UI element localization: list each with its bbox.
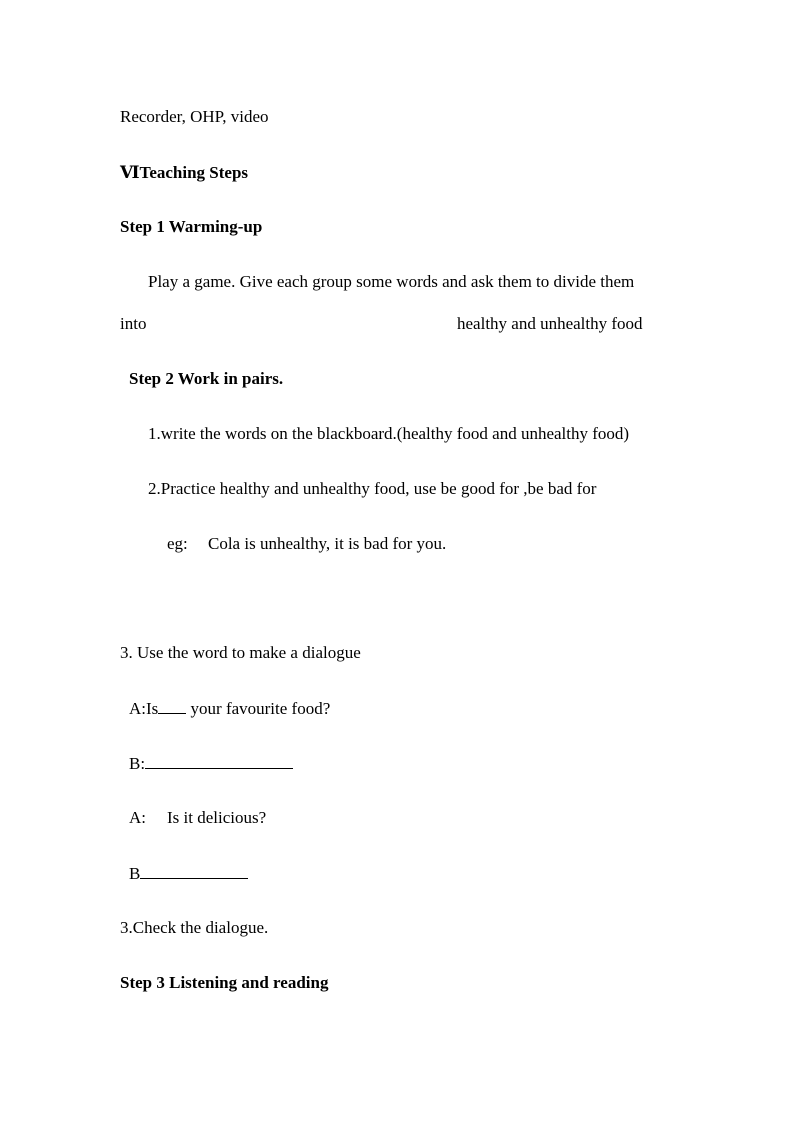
- answer-blank: [140, 863, 248, 879]
- dialogue-line-1-suffix: your favourite food?: [186, 699, 331, 718]
- dialogue-line-2: [129, 753, 293, 774]
- step2-item1: 1.write the words on the blackboard.(healthy food and unhealthy food): [148, 424, 630, 443]
- dialogue-line-4-prefix: B: [129, 864, 141, 883]
- dialogue-line-1-prefix: A:Is: [129, 699, 159, 718]
- step1-text-into: into: [120, 314, 147, 333]
- example-text: Cola is unhealthy, it is bad for you.: [208, 534, 447, 553]
- materials-line: Recorder, OHP, video: [120, 107, 269, 126]
- step2-heading: Step 2 Work in pairs.: [129, 369, 284, 388]
- check-line: 3.Check the dialogue.: [120, 918, 269, 937]
- dialogue-line-4: [129, 863, 248, 884]
- step1-text-categories: healthy and unhealthy food: [457, 314, 643, 333]
- answer-blank: [145, 753, 293, 769]
- dialogue-line-1: [129, 698, 330, 719]
- dialogue-line-3-text: Is it delicious?: [167, 808, 267, 827]
- step2-item2: 2.Practice healthy and unhealthy food, use be good for ,be bad for: [148, 479, 597, 498]
- example-label: eg:: [167, 534, 188, 553]
- step1-heading: Step 1 Warming-up: [120, 217, 263, 236]
- dialogue-heading: 3. Use the word to make a dialogue: [120, 643, 361, 662]
- step3-heading: Step 3 Listening and reading: [120, 973, 329, 992]
- answer-blank: [158, 698, 186, 714]
- section-heading: ⅥTeaching Steps: [120, 163, 249, 182]
- step1-text-line1: Play a game. Give each group some words and ask them to divide them: [148, 272, 635, 291]
- dialogue-line-3-label: A:: [129, 808, 146, 827]
- dialogue-line-2-prefix: B:: [129, 754, 146, 773]
